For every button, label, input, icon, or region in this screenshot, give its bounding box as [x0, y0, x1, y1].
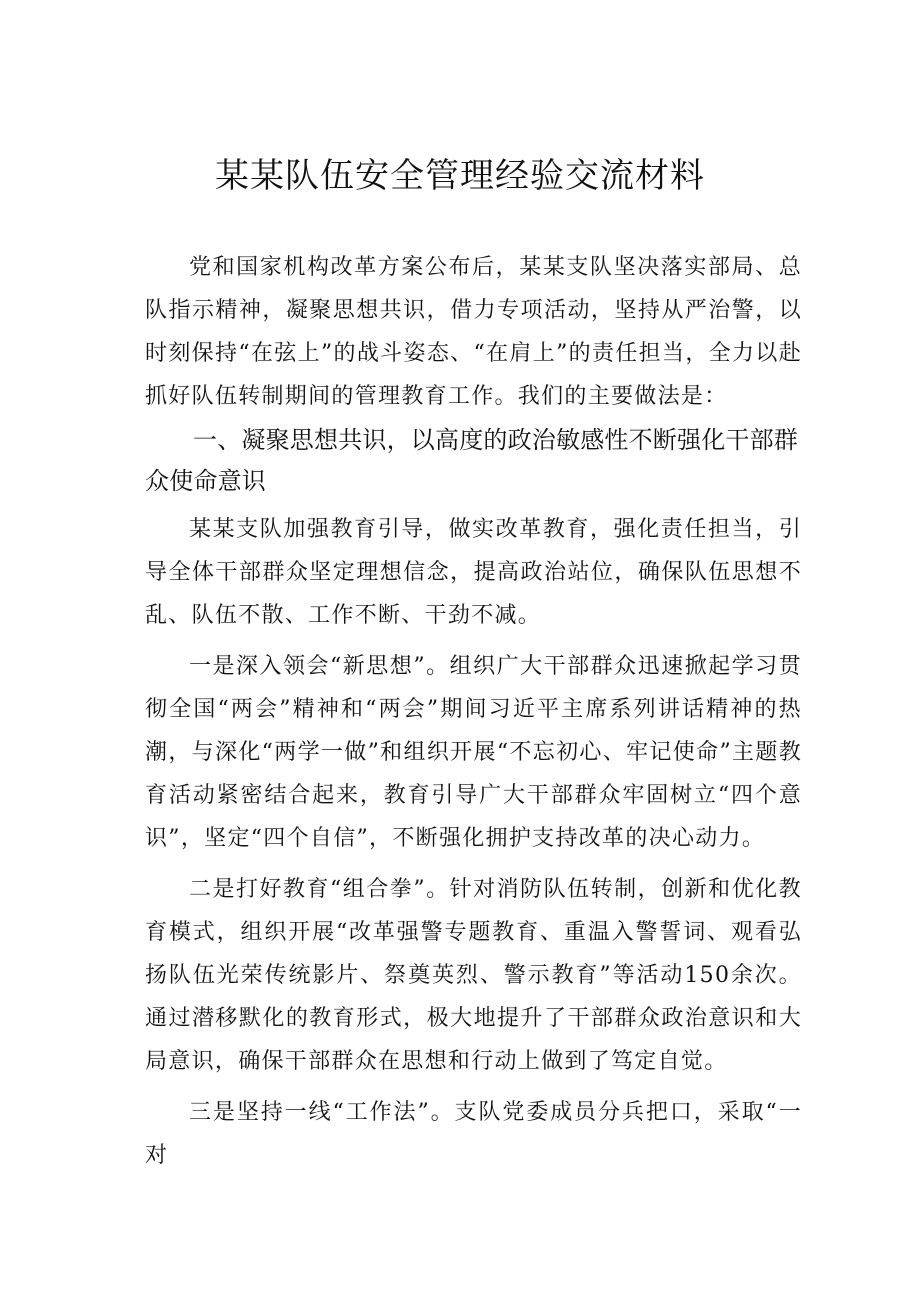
- intro-paragraph: 党和国家机构改革方案公布后，某某支队坚决落实部局、总队指示精神，凝聚思想共识，借力专项活动，坚持从严治警，以时刻保持“在弦上”的战斗姿态、“在肩上”的责任担当，全力以赴抓好队伍转制期间的管理教育工作。我们的主要做法是：: [145, 255, 802, 409]
- document-title: 某某队伍安全管理经验交流材料: [215, 156, 705, 196]
- section-paragraph: 二是打好教育“组合拳”。针对消防队伍转制，创新和优化教育模式，组织开展“改革强警专题教育、重温入警誓词、观看弘扬队伍光荣传统影片、祭奠英烈、警示教育”等活动150余次。通过潜移默化的教育形式，极大地提升了干部群众政治意识和大局意识，确保干部群众在思想和行动上做到了笃定自觉。: [145, 877, 802, 1074]
- section-paragraph: 一是深入领会“新思想”。组织广大干部群众迅速掀起学习贯彻全国“两会”精神和“两会”期间习近平主席系列讲话精神的热潮，与深化“两学一做”和组织开展“不忘初心、牢记使命”主题教育活动紧密结合起来，教育引导广大干部群众牢固树立“四个意识”，坚定“四个自信”，不断强化拥护支持改革的决心动力。: [145, 654, 802, 851]
- document-body: [145, 246, 802, 1177]
- section-heading: 一、凝聚思想共识，以高度的政治敏感性不断强化干部群众使命意识: [145, 426, 798, 495]
- section-paragraph: 某某支队加强教育引导，做实改革教育，强化责任担当，引导全体干部群众坚定理想信念，提高政治站位，确保队伍思想不乱、队伍不散、工作不断、干劲不减。: [145, 517, 802, 628]
- section-paragraph: 三是坚持一线“工作法”。支队党委成员分兵把口，采取“一对: [145, 1100, 802, 1168]
